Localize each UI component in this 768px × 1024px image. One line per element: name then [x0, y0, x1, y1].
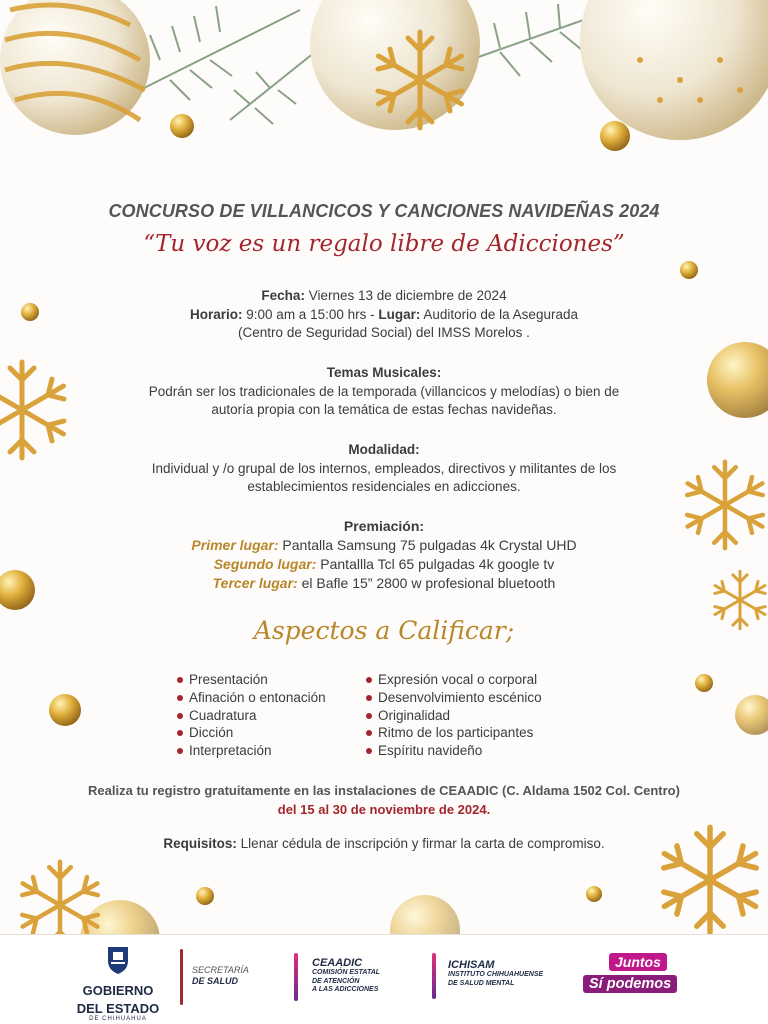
criteria-list-right	[364, 671, 542, 760]
juntos-text: Juntos	[609, 953, 667, 971]
ichisam-desc-1: INSTITUTO CHIHUAHUENSE	[448, 971, 544, 978]
registration-dates: del 15 al 30 de noviembre de 2024.	[277, 802, 491, 817]
list-item: Presentación	[175, 671, 326, 689]
secretaria-text: SECRETARÍA	[192, 965, 249, 975]
list-item: Desenvolvimiento escénico	[364, 689, 542, 707]
themes-heading: Temas Musicales:	[326, 365, 442, 380]
gobierno-text: GOBIERNO	[82, 983, 154, 998]
venue-line-2: (Centro de Seguridad Social) del IMSS Morelos .	[238, 325, 530, 340]
list-item: Cuadratura	[175, 707, 326, 725]
modality-text-1: Individual y /o grupal de los internos, empleados, directivos y militantes de los	[151, 460, 617, 476]
footer-logos	[0, 934, 768, 1024]
ichisam-desc-2: DE SALUD MENTAL	[448, 979, 515, 987]
secretaria-name: DE SALUD	[192, 976, 239, 986]
ichisam-logo	[448, 959, 543, 988]
registration-text: Realiza tu registro gratuitamente en las instalaciones de CEAADIC (C. Aldama 1502 Col. Centro)	[88, 783, 680, 798]
requirements	[0, 836, 768, 851]
ceaadic-desc-1: COMISIÓN ESTATAL	[312, 969, 381, 976]
schedule-value: 9:00 am a 15:00 hrs -	[242, 306, 379, 322]
date-label: Fecha:	[261, 288, 305, 303]
divider	[180, 949, 183, 1005]
list-item: Originalidad	[364, 707, 542, 725]
criteria-title: Aspectos a Calificar;	[253, 616, 515, 645]
date-value: Viernes 13 de diciembre de 2024	[304, 288, 507, 303]
registration-info	[0, 781, 768, 819]
prize-second	[0, 555, 768, 574]
list-item: Espíritu navideño	[364, 742, 542, 760]
schedule-label: Horario:	[190, 306, 243, 322]
contest-title: CONCURSO DE VILLANCICOS Y CANCIONES NAVIDEÑAS 2024	[108, 201, 660, 221]
modality-heading: Modalidad:	[348, 442, 420, 457]
criteria-list-left	[175, 671, 326, 760]
divider	[432, 953, 436, 999]
requirements-text: Llenar cédula de inscripción y firmar la carta de compromiso.	[236, 836, 605, 851]
gobierno-state: DE CHIHUAHUA	[89, 1016, 147, 1022]
date-line	[0, 287, 768, 306]
venue-label: Lugar:	[378, 306, 421, 322]
modality-section	[0, 441, 768, 497]
prize-place: Primer lugar:	[191, 537, 279, 553]
prize-item: Pantallla Tcl 65 pulgadas 4k google tv	[316, 556, 555, 572]
slogan: “Tu voz es un regalo libre de Adicciones”	[143, 231, 625, 257]
ceaadic-name: CEAADIC	[312, 957, 363, 969]
prize-first	[0, 536, 768, 555]
list-item: Ritmo de los participantes	[364, 724, 542, 742]
requirements-label: Requisitos:	[163, 836, 237, 851]
event-info	[0, 287, 768, 343]
schedule-line	[0, 306, 768, 325]
prize-item: Pantalla Samsung 75 pulgadas 4k Crystal UHD	[278, 537, 577, 553]
list-item: Dicción	[175, 724, 326, 742]
ichisam-name: ICHISAM	[448, 959, 495, 971]
ceaadic-logo	[312, 957, 380, 995]
prize-item: el Bafle 15” 2800 w profesional bluetooth	[297, 575, 556, 591]
prizes-section	[0, 517, 768, 593]
list-item: Interpretación	[175, 742, 326, 760]
themes-text-2: autoría propia con la temática de estas fechas navideñas.	[211, 402, 557, 417]
themes-section	[0, 364, 768, 420]
venue-value: Auditorio de la Asegurada	[420, 306, 578, 322]
juntos-logo	[583, 953, 703, 999]
prize-place: Tercer lugar:	[212, 575, 298, 591]
ceaadic-desc-3: A LAS ADICCIONES	[312, 986, 379, 993]
divider	[294, 953, 298, 1001]
prizes-heading: Premiación:	[343, 518, 425, 534]
list-item: Afinación o entonación	[175, 689, 326, 707]
coat-of-arms-icon	[105, 945, 131, 975]
themes-text-1: Podrán ser los tradicionales de la temporada (villancicos y melodías) o bien de	[148, 383, 620, 399]
juntos-slogan: Sí podemos	[583, 975, 677, 993]
prize-place: Segundo lugar:	[213, 556, 317, 572]
modality-text-2: establecimientos residenciales en adicciones.	[247, 479, 521, 494]
gobierno-logo	[58, 945, 178, 1022]
list-item: Expresión vocal o corporal	[364, 671, 542, 689]
ceaadic-desc-2: DE ATENCIÓN	[312, 977, 360, 985]
gobierno-text-2: DEL ESTADO	[76, 1001, 160, 1016]
secretaria-logo	[192, 965, 249, 987]
prize-third	[0, 574, 768, 593]
